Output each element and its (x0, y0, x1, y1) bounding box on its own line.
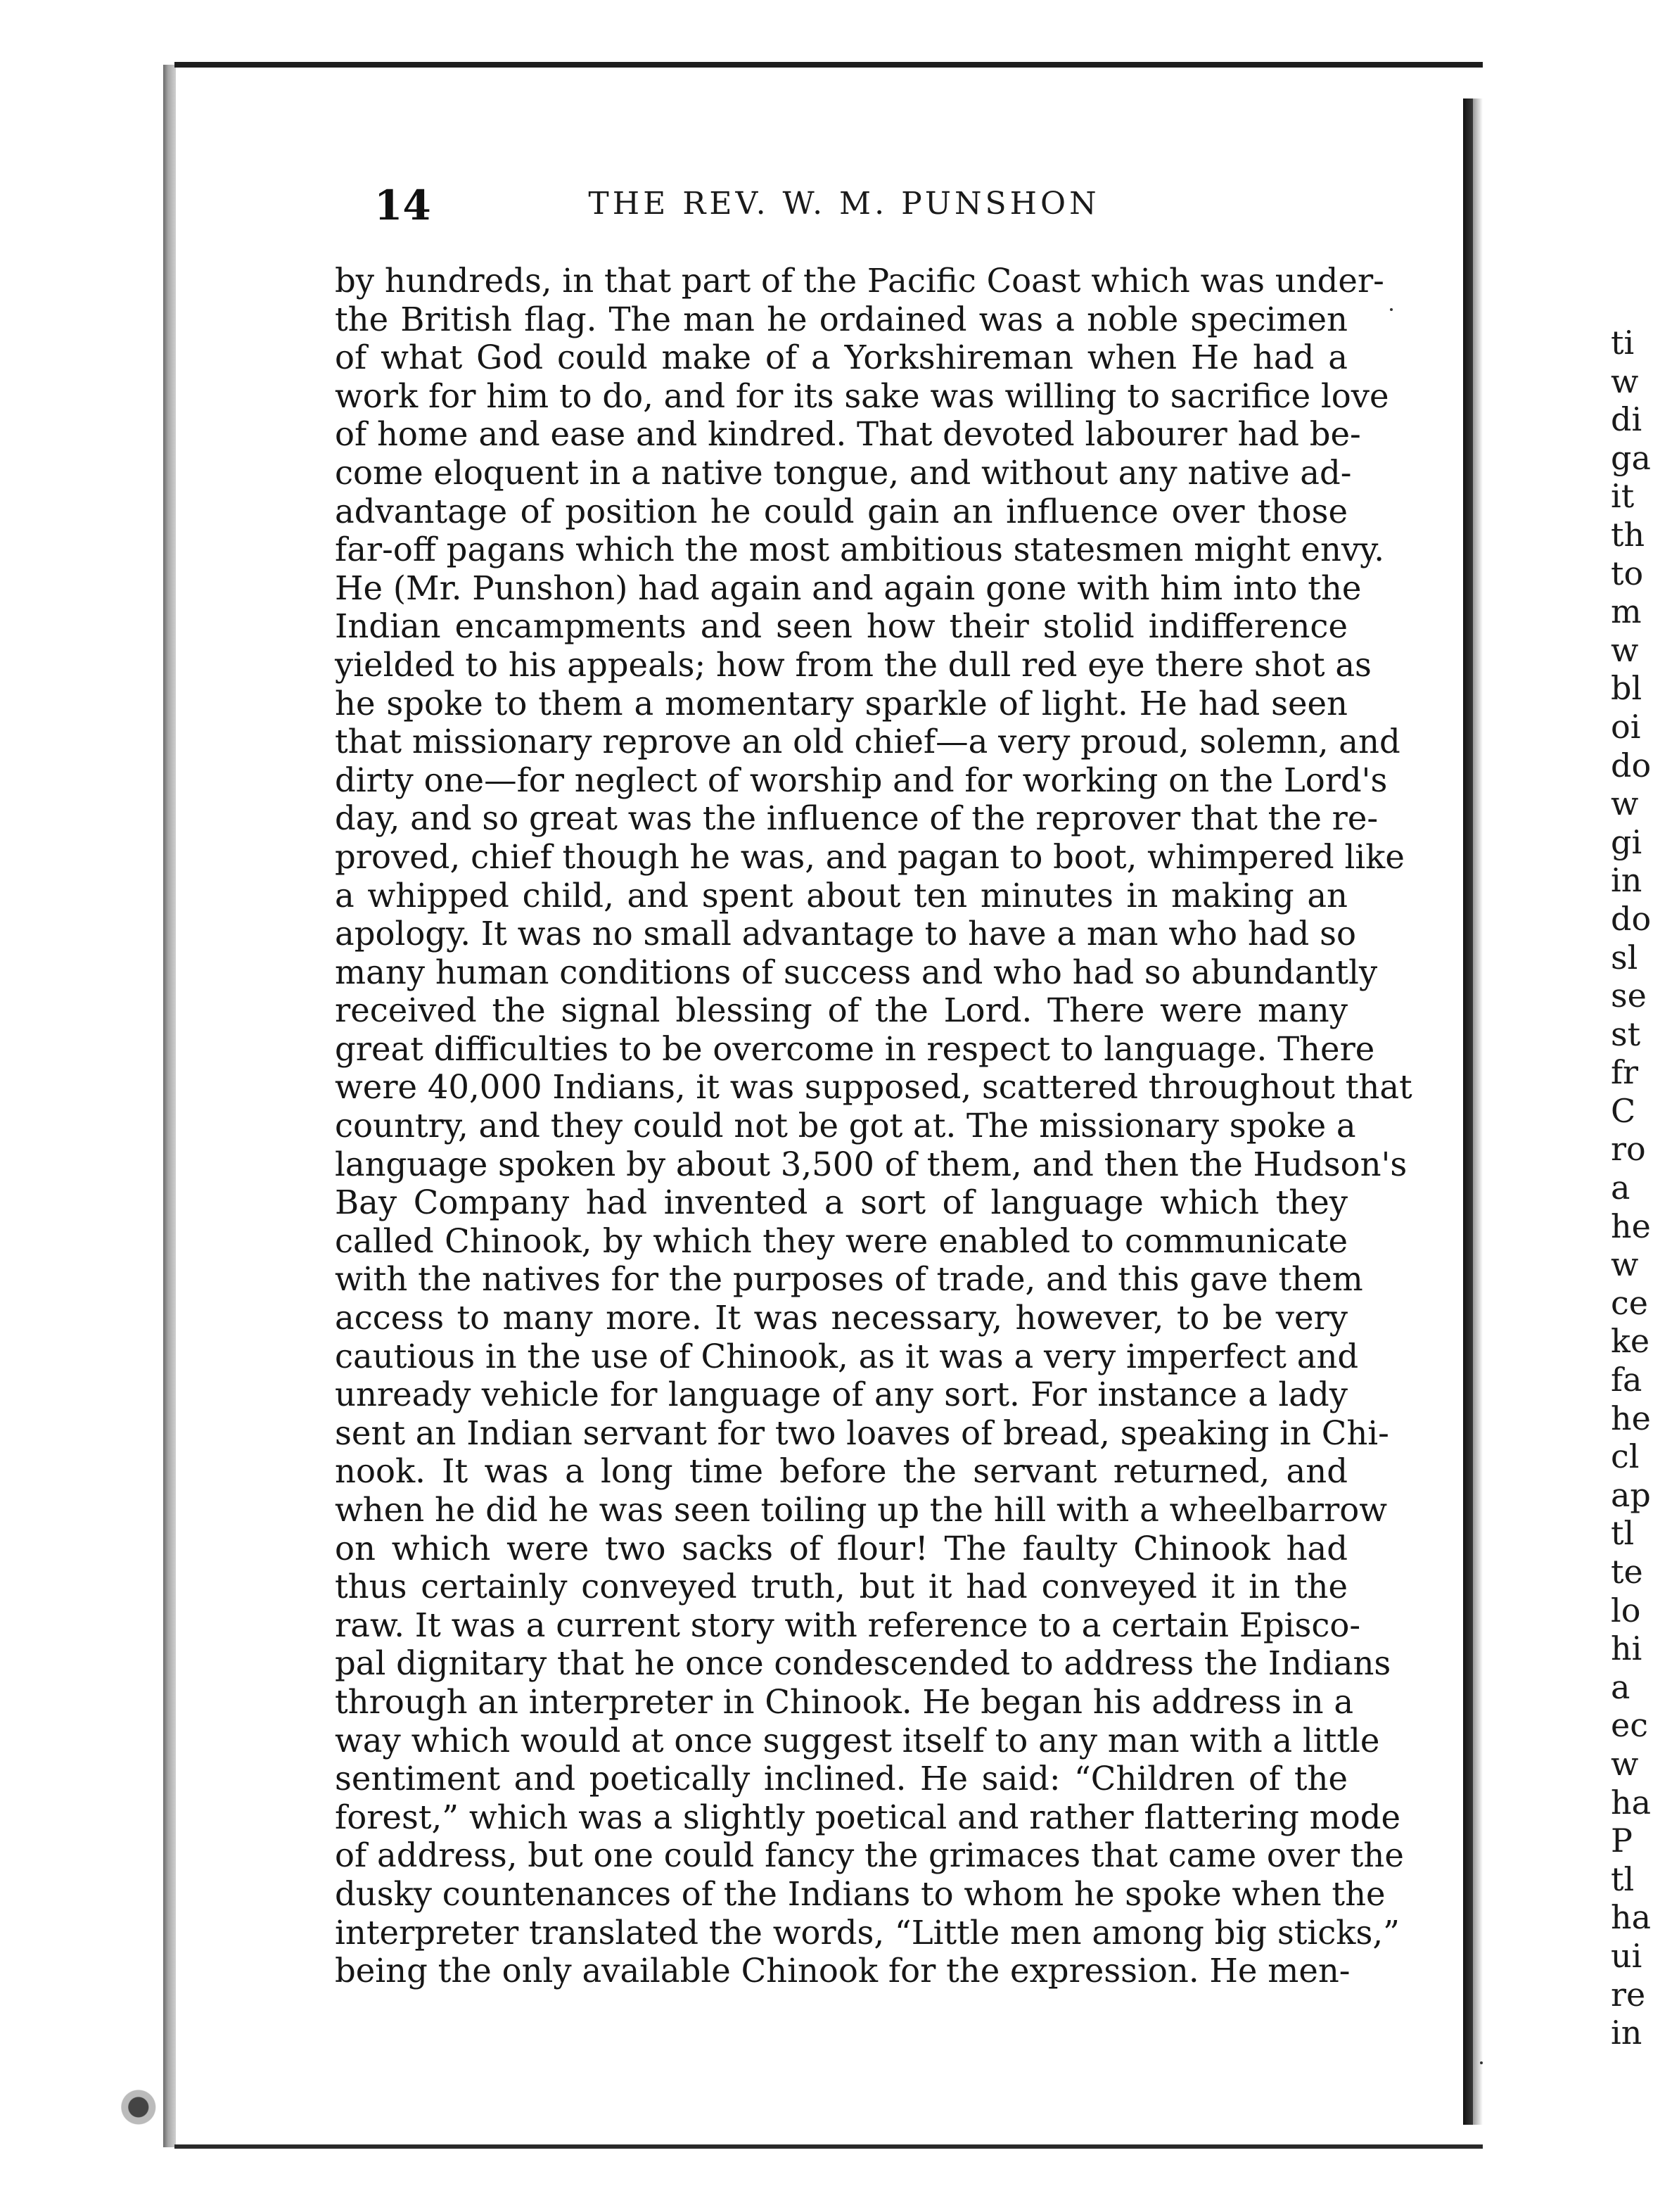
facing-line-fragment: ti (1611, 324, 1635, 362)
facing-line-fragment: lo (1611, 1591, 1641, 1629)
page-bottom-edge (174, 2144, 1483, 2149)
facing-line-fragment: w (1611, 784, 1639, 823)
text-line: dirty one—for neglect of worship and for working on the Lord's (335, 761, 1388, 799)
text-line: when he did he was seen toiling up the hill with a wheelbarrow (335, 1491, 1388, 1529)
facing-line-fragment: fr (1611, 1053, 1639, 1092)
text-line: that missionary reprove an old chief—a very proud, solemn, and (335, 723, 1400, 761)
text-line: unready vehicle for language of any sort. For instance a lady (335, 1375, 1348, 1414)
text-line: access to many more. It was necessary, however, to be very (335, 1299, 1348, 1337)
facing-line-fragment: a (1611, 1667, 1630, 1706)
facing-page-fragments (1611, 324, 1653, 2052)
text-line: work for him to do, and for its sake was willing to sacrifice love (335, 376, 1389, 415)
facing-line-fragment: do (1611, 899, 1652, 938)
text-line: a whipped child, and spent about ten minutes in making an (335, 876, 1348, 915)
facing-line-fragment: ui (1611, 1936, 1642, 1975)
text-line: raw. It was a current story with reference to a certain Episco- (335, 1606, 1361, 1644)
facing-line-fragment: he (1611, 1207, 1651, 1245)
facing-line-fragment: ha (1611, 1898, 1652, 1937)
facing-line-fragment: m (1611, 592, 1642, 631)
facing-line-fragment: ga (1611, 438, 1651, 477)
facing-line-fragment: fa (1611, 1361, 1642, 1399)
facing-line-fragment: to (1611, 554, 1644, 592)
facing-line-fragment: in (1611, 2014, 1642, 2052)
facing-line-fragment: cl (1611, 1437, 1640, 1476)
text-line: he spoke to them a momentary sparkle of light. He had seen (335, 684, 1348, 723)
running-head: THE REV. W. M. PUNSHON (588, 186, 1100, 222)
text-line: pal dignitary that he once condescended to address the Indians (335, 1644, 1391, 1683)
text-line: sentiment and poetically inclined. He said: “Children of the (335, 1760, 1348, 1798)
text-line: of what God could make of a Yorkshireman when He had a (335, 338, 1348, 377)
book-gutter (1463, 98, 1473, 2125)
scan-corner-mark (118, 2083, 169, 2132)
facing-line-fragment: P (1611, 1822, 1633, 1860)
scan-speck (1390, 308, 1393, 311)
text-line: received the signal blessing of the Lord. There were many (335, 991, 1348, 1030)
facing-line-fragment: th (1611, 515, 1645, 554)
facing-line-fragment: ec (1611, 1706, 1648, 1745)
text-line: through an interpreter in Chinook. He began his address in a (335, 1682, 1354, 1721)
text-line: far-off pagans which the most ambitious statesmen might envy. (335, 530, 1385, 569)
text-line: thus certainly conveyed truth, but it had conveyed it in the (335, 1568, 1348, 1606)
facing-line-fragment: st (1611, 1015, 1641, 1053)
facing-line-fragment: w (1611, 362, 1639, 400)
text-line: yielded to his appeals; how from the dull red eye there shot as (335, 645, 1372, 684)
text-line: sent an Indian servant for two loaves of bread, speaking in Chi- (335, 1413, 1389, 1452)
facing-line-fragment: in (1611, 861, 1642, 900)
text-line: interpreter translated the words, “Little men among big sticks,” (335, 1913, 1400, 1952)
binding-edge (163, 65, 176, 2147)
facing-line-fragment: w (1611, 1245, 1639, 1284)
facing-line-fragment: ha (1611, 1783, 1652, 1822)
facing-line-fragment: bl (1611, 669, 1642, 708)
text-line: on which were two sacks of flour! The faulty Chinook had (335, 1529, 1348, 1568)
text-line: of address, but one could fancy the grimaces that came over the (335, 1836, 1404, 1875)
text-line: were 40,000 Indians, it was supposed, scattered throughout that (335, 1068, 1412, 1107)
facing-line-fragment: se (1611, 977, 1647, 1015)
facing-line-fragment: he (1611, 1399, 1651, 1437)
facing-line-fragment: ke (1611, 1322, 1650, 1361)
text-line: language spoken by about 3,500 of them, and then the Hudson's (335, 1145, 1408, 1183)
facing-line-fragment: re (1611, 1975, 1646, 2014)
facing-line-fragment: it (1611, 477, 1635, 516)
body-text (335, 262, 1412, 1990)
text-line: forest,” which was a slightly poetical and rather flattering mode (335, 1798, 1401, 1836)
facing-line-fragment: C (1611, 1091, 1636, 1130)
text-line: day, and so great was the influence of the reprover that the re- (335, 799, 1379, 838)
text-line: dusky countenances of the Indians to whom he spoke when the (335, 1874, 1386, 1913)
text-line: great difficulties to be overcome in respect to language. There (335, 1029, 1375, 1068)
page-number: 14 (374, 182, 431, 229)
text-line: way which would at once suggest itself to any man with a little (335, 1721, 1380, 1760)
text-line: Indian encampments and seen how their stolid indifference (335, 607, 1348, 646)
facing-line-fragment: do (1611, 746, 1652, 784)
text-line: country, and they could not be got at. The missionary spoke a (335, 1107, 1356, 1145)
facing-line-fragment: di (1611, 400, 1642, 439)
text-line: the British flag. The man he ordained was a noble specimen (335, 300, 1348, 338)
text-line: come eloquent in a native tongue, and without any native ad- (335, 453, 1352, 492)
text-line: advantage of position he could gain an influence over those (335, 492, 1348, 530)
text-line: being the only available Chinook for the expression. He men- (335, 1952, 1351, 1990)
text-line: cautious in the use of Chinook, as it was a very imperfect and (335, 1337, 1359, 1375)
text-line: apology. It was no small advantage to have a man who had so (335, 915, 1356, 953)
text-line: proved, chief though he was, and pagan to boot, whimpered like (335, 837, 1405, 876)
facing-line-fragment: tl (1611, 1514, 1635, 1553)
facing-line-fragment: sl (1611, 938, 1638, 977)
facing-line-fragment: w (1611, 1744, 1639, 1783)
facing-line-fragment: hi (1611, 1629, 1642, 1668)
text-line: Bay Company had invented a sort of language which they (335, 1183, 1348, 1222)
facing-line-fragment: ce (1611, 1283, 1648, 1322)
facing-line-fragment: ro (1611, 1130, 1646, 1169)
facing-line-fragment: te (1611, 1553, 1643, 1591)
facing-line-fragment: tl (1611, 1860, 1635, 1898)
page-top-edge (174, 62, 1483, 68)
facing-line-fragment: oi (1611, 707, 1641, 746)
scan-speck (1480, 2061, 1483, 2064)
facing-line-fragment: gi (1611, 822, 1642, 861)
facing-line-fragment: w (1611, 630, 1639, 669)
gutter-shadow (1473, 98, 1483, 2125)
facing-line-fragment: a (1611, 1169, 1630, 1207)
text-line: called Chinook, by which they were enabled to communicate (335, 1221, 1348, 1260)
facing-line-fragment: ap (1611, 1475, 1651, 1514)
text-line: of home and ease and kindred. That devoted labourer had be- (335, 415, 1361, 454)
text-line: by hundreds, in that part of the Pacific Coast which was under- (335, 262, 1384, 300)
text-line: with the natives for the purposes of trade, and this gave them (335, 1260, 1363, 1299)
text-line: nook. It was a long time before the servant returned, and (335, 1452, 1348, 1491)
text-line: He (Mr. Punshon) had again and again gone with him into the (335, 568, 1362, 607)
text-line: many human conditions of success and who had so abundantly (335, 953, 1378, 991)
